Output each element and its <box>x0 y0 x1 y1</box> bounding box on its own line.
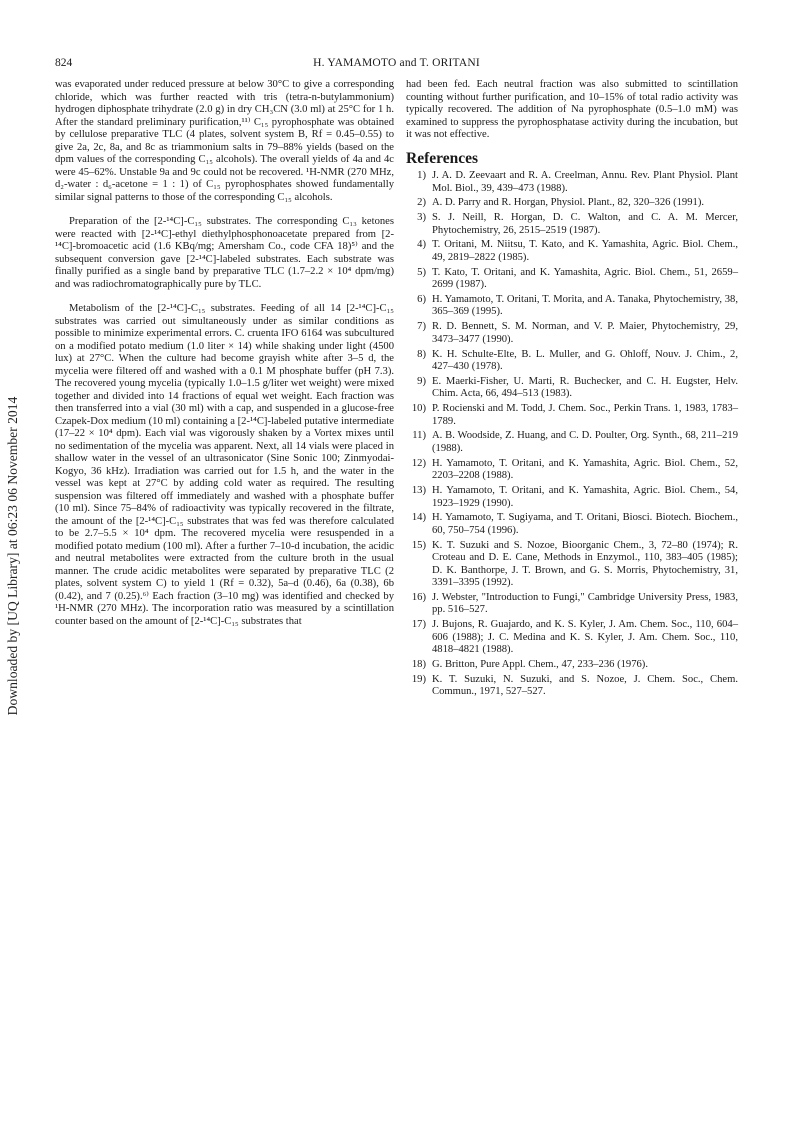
reference-item <box>406 403 738 428</box>
reference-number: 18) <box>411 659 426 671</box>
reference-number: 5) <box>417 266 426 278</box>
page-header <box>0 57 793 73</box>
reference-item <box>406 197 738 210</box>
reference-text: E. Maerki-Fisher, U. Marti, R. Buchecker, and C. H. Eugster, Helv. Chim. Acta, 66, 494–513 (1983). <box>432 375 738 400</box>
download-note: Downloaded by [UQ Library] at 06:23 06 November 2014 <box>5 396 20 716</box>
reference-text: K. T. Suzuki, N. Suzuki, and S. Nozoe, J. Chem. Soc., Chem. Commun., 1971, 527–527. <box>432 673 738 698</box>
reference-number: 13) <box>411 485 426 497</box>
reference-item <box>406 592 738 617</box>
reference-number: 16) <box>411 591 426 603</box>
reference-text: J. Webster, "Introduction to Fungi," Cambridge University Press, 1983, pp. 516–527. <box>432 591 738 616</box>
reference-text: S. J. Neill, R. Horgan, D. C. Walton, and C. A. M. Mercer, Phytochemistry, 26, 2515–2519 (1987). <box>432 212 738 236</box>
reference-text: A. B. Woodside, Z. Huang, and C. D. Poulter, Org. Synth., 68, 211–219 (1988). <box>432 430 738 454</box>
reference-number: 10) <box>411 403 426 415</box>
reference-number: 6) <box>417 293 426 305</box>
reference-text: J. Bujons, R. Guajardo, and K. S. Kyler, J. Am. Chem. Soc., 110, 604–606 (1988); J. C. Medina and K. S. Kyler, J. Am. Chem. Soc., 110, 4818–4821 (1988). <box>432 619 738 656</box>
paragraph-metabolism-continued: had been fed. Each neutral fraction was also submitted to scintillation counting without further purification, and 10–15% of total radio activity was typically recovered. The addition of Na pyrophosphate (0.5–1.0 mM) was examined to suppress the pyrophosphatase activity during the incubation, but it was not effective. <box>406 79 738 140</box>
reference-item <box>406 239 738 264</box>
left-column <box>55 79 394 628</box>
reference-text: A. D. Parry and R. Horgan, Physiol. Plant., 82, 320–326 (1991). <box>432 197 704 209</box>
reference-text: K. H. Schulte-Elte, B. L. Muller, and G. Ohloff, Nouv. J. Chim., 2, 427–430 (1978). <box>432 348 738 373</box>
reference-number: 2) <box>417 197 426 209</box>
reference-item <box>406 674 738 699</box>
reference-text: P. Rocienski and M. Todd, J. Chem. Soc., Perkin Trans. 1, 1983, 1783–1789. <box>432 403 738 427</box>
reference-number: 15) <box>411 539 426 551</box>
reference-item <box>406 540 738 590</box>
reference-item <box>406 294 738 319</box>
reference-text: H. Yamamoto, T. Oritani, and K. Yamashita, Agric. Biol. Chem., 54, 1923–1929 (1990). <box>432 485 738 509</box>
paragraph-synthesis-end: was evaporated under reduced pressure at below 30°C to give a corresponding chloride, which was further reacted with tris (tetra-n-butylammonium) hydrogen diphosphate trihydrate (2.0 g) in dry CH₃CN (3.0 ml) at 25°C for 1 h. After the standard preliminary purification,¹¹⁾ C₁₅ pyrophosphate was obtained by cellulose preparative TLC (4 plates, solvent system B, Rf = 0.45–0.55) to give 2a, 2c, 8a, and 8c as triammonium salts in 79–88% yields (based on the dpm values of the corresponding C₁₅ alcohols). The overall yields of 4a and 4c were 45–62%. Unstable 9a and 9c could not be recovered. ¹H-NMR (270 MHz, d₂-water : d₆-acetone = 1 : 1) of C₁₅ pyrophosphates showed fundamentally similar signal patterns to those of the corresponding C₁₅ alcohols. <box>55 79 394 203</box>
reference-item <box>406 212 738 237</box>
reference-item <box>406 458 738 483</box>
reference-item <box>406 485 738 510</box>
reference-item <box>406 267 738 292</box>
reference-text: H. Yamamoto, T. Oritani, T. Morita, and A. Tanaka, Phytochemistry, 38, 365–369 (1995). <box>432 293 738 318</box>
reference-item <box>406 512 738 537</box>
reference-text: K. T. Suzuki and S. Nozoe, Bioorganic Chem., 3, 72–80 (1974); R. Croteau and D. E. Cane, Methods in Enzymol., 110, 383–405 (1985); D. K. Banthorpe, J. T. Brown, and G. S. Morris, Phytochemistry, 31, 3391–3395 (1992). <box>432 539 738 589</box>
references-list <box>406 170 738 699</box>
reference-number: 1) <box>417 170 426 181</box>
reference-text: T. Oritani, M. Niitsu, T. Kato, and K. Yamashita, Agric. Biol. Chem., 49, 2819–2822 (1985). <box>432 239 738 263</box>
reference-text: R. D. Bennett, S. M. Norman, and V. P. Maier, Phytochemistry, 29, 3473–3477 (1990). <box>432 321 738 345</box>
running-head-authors: H. YAMAMOTO and T. ORITANI <box>313 57 480 69</box>
reference-item <box>406 430 738 455</box>
reference-text: H. Yamamoto, T. Oritani, and K. Yamashita, Agric. Biol. Chem., 52, 2203–2208 (1988). <box>432 457 738 482</box>
reference-item <box>406 321 738 346</box>
reference-item <box>406 170 738 195</box>
reference-number: 17) <box>411 619 426 631</box>
reference-number: 4) <box>417 239 426 251</box>
reference-text: J. A. D. Zeevaart and R. A. Creelman, Annu. Rev. Plant Physiol. Plant Mol. Biol., 39, 439–473 (1988). <box>432 170 738 194</box>
reference-item <box>406 659 738 672</box>
paragraph-metabolism: Metabolism of the [2-¹⁴C]-C₁₅ substrates. Feeding of all 14 [2-¹⁴C]-C₁₅ substrates was carried out simultaneously under as similar conditions as possible to minimize experimental errors. C. cruenta IFO 6164 was subcultured on a modified potato medium (1.0 liter × 14) while shaking under light (4500 lux) at 27°C. When the culture had become grayish white after 3–5 d, the mycelia were filtered off and washed with a 0.1 M phosphate buffer (pH 7.3). The recovered young mycelia (typically 1.0–1.5 g/liter wet weight) were mixed together and divided into 14 fractions of equal wet weight. Each fraction was then transferred into a vial (30 ml) with a cap, and suspended in a glucose-free Czapek-Dox medium (10 ml) containing a [2-¹⁴C]-labeled putative intermediate (17–22 × 10⁴ dpm). Each vial was vigorously shaken by a Vortex mixes until no sedimentation of the mycelia was apparent. Next, all 14 vials were placed in shallow water in the vessel of an ultrasonicator (Sine Sonic 100; Zinmyodai-Kogyo, 36 kHz). Irradiation was carried out for 1.5 h, and the water in the vessel was kept at 27°C by adding cold water as required. The resulting suspension was filtered off immediately and washed with a phosphate buffer (10 ml). Since 75–84% of radioactivity was typically recovered in the filtrate, the amount of the [2-¹⁴C]-C₁₅ substrates that was fed was therefore calculated to be 2.7–5.5 × 10⁴ dpm. The recovered mycelia were resuspended in a modified potato medium (100 ml). After a further 7–10-d incubation, the acidic and neutral metabolites were extracted from the culture broth in the usual manner. The crude acidic metabolites were separated by preparative TLC (2 plates, solvent system C) to yield 1 (Rf = 0.32), 5a–d (0.46), 6a (0.38), 6b (0.42), and 7 (0.25).⁶⁾ Each fraction (3–10 mg) was identified and checked by ¹H-NMR (270 MHz). The incorporation ratio was measured by a scintillation counter based on the amount of [2-¹⁴C]-C₁₅ substrates that <box>55 303 394 627</box>
reference-number: 19) <box>411 673 426 685</box>
reference-item <box>406 619 738 657</box>
reference-number: 9) <box>417 375 426 387</box>
reference-number: 3) <box>417 212 426 224</box>
reference-text: T. Kato, T. Oritani, and K. Yamashita, Agric. Biol. Chem., 51, 2659–2699 (1987). <box>432 266 738 291</box>
reference-text: H. Yamamoto, T. Sugiyama, and T. Oritani, Biosci. Biotech. Biochem., 60, 750–754 (1996). <box>432 512 738 536</box>
download-watermark <box>4 318 22 794</box>
reference-number: 14) <box>411 512 426 524</box>
reference-item <box>406 349 738 374</box>
reference-item <box>406 376 738 401</box>
reference-number: 7) <box>417 321 426 333</box>
reference-number: 11) <box>412 430 426 442</box>
references-heading: References <box>406 149 479 167</box>
reference-number: 12) <box>411 457 426 469</box>
reference-text: G. Britton, Pure Appl. Chem., 47, 233–236 (1976). <box>432 659 648 671</box>
page-number: 824 <box>55 57 73 69</box>
reference-number: 8) <box>417 348 426 360</box>
right-column <box>406 79 738 701</box>
paragraph-substrate-preparation: Preparation of the [2-¹⁴C]-C₁₅ substrates. The corresponding C₁₃ ketones were reacted with [2-¹⁴C]-ethyl diethylphosphonoacetate prepared from [2-¹⁴C]-bromoacetic acid (1.6 KBq/mg; Amersham Co., code CFA 18)⁵⁾ and the subsequent conversion gave [2-¹⁴C]-labeled substrates. Each substrate was finally purified as a single band by preparative TLC (1.7–2.2 × 10⁴ dpm/mg) and was radiochromatographically pure by TLC. <box>55 216 394 290</box>
